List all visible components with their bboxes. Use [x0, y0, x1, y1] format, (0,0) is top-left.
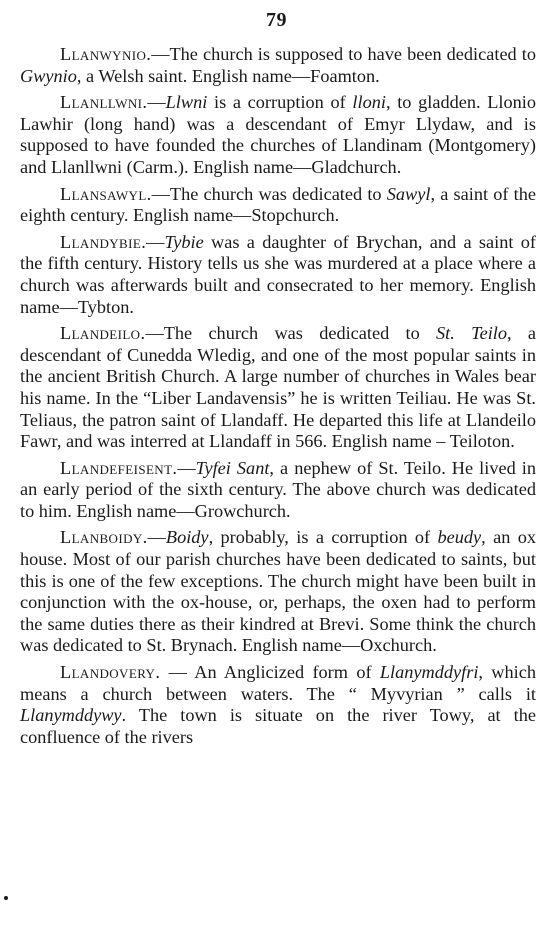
entry-italic-term: Llanymddywy [20, 705, 122, 726]
entry-italic-term: Llwni [165, 92, 208, 113]
margin-dot-mark [4, 896, 8, 900]
entry-headword: Llanwynio. [60, 44, 152, 64]
entry-text: , a saint of the eighth century. English name—Stopchurch. [20, 183, 536, 226]
entry-text: , a descendant of Cunedda Wledig, and one of the most popular saints in the ancient British Church. A large number of churches in Wales bear his name. In the “Liber Landavensis” he is written Teiliau. He was St. Teliaus, the patron saint of Llandaff. He departed this life at Llandeilo Fawr, and was interred at Llandaff in 566. English name – Teiloton. [20, 323, 536, 452]
entry-llanwynio [20, 44, 536, 87]
entry-llandovery [20, 662, 536, 748]
entry-italic-term: Tybie [164, 231, 204, 252]
entry-italic-term: St. Teilo [436, 323, 508, 344]
entry-text: , probably, is a corruption of [208, 527, 438, 548]
entry-headword: Llandybie. [60, 231, 147, 252]
entry-llansawyl [20, 184, 536, 227]
entry-italic-term: Llanymddyfri [379, 662, 479, 683]
entry-headword: Llansawyl. [60, 183, 152, 204]
entry-text: — [147, 92, 166, 113]
entry-text: —The church is supposed to have been dedicated to [151, 44, 536, 64]
entry-headword: Llandeilo. [60, 323, 146, 344]
entry-text: — An Anglicized form of [160, 662, 380, 683]
page-number: 79 [266, 9, 287, 31]
entry-text: —The church was dedicated to [151, 183, 387, 204]
page-body [20, 44, 536, 750]
entry-llandefeisent [20, 458, 536, 523]
entry-llandeilo [20, 323, 536, 453]
entry-italic-term: Gwynio [20, 65, 77, 86]
entry-text: , a nephew of St. Teilo. He lived in an early period of the sixth century. The above church was dedicated to him. English name—Growchurch. [20, 457, 536, 521]
entry-text: , to gladden. Llonio Lawhir (long hand) was a descendant of Emyr Llydaw, and is supposed to have founded the churches of Llandinam (Montgomery) and Llanllwni (Carm.). English name—Gladchurch. [20, 92, 536, 177]
entry-italic-term: beudy [437, 527, 482, 548]
entry-llanllwni [20, 92, 536, 178]
entry-headword: Llanboidy. [60, 527, 148, 548]
entry-text: — [177, 457, 196, 478]
entry-headword: Llandefeisent. [60, 457, 178, 478]
entry-text: , a Welsh saint. English name—Foamton. [76, 65, 380, 86]
entry-text: , which means a church between waters. The “ Myvyrian ” calls it [20, 662, 536, 704]
entry-italic-term: Tyfei Sant [195, 457, 270, 478]
entry-llanboidy [20, 527, 536, 657]
entry-italic-term: Boidy [165, 527, 209, 548]
entry-text: is a corruption of [207, 92, 353, 113]
entry-text: was a daughter of Brychan, and a saint of the fifth century. History tells us she was murdered at a place where a church was afterwards built and consecrated to her memory. English name—Tybton. [20, 231, 536, 317]
entry-italic-term: lloni [352, 92, 386, 113]
entry-text: — [146, 231, 165, 252]
entry-llandybie [20, 232, 536, 318]
entry-headword: Llanllwni. [60, 92, 148, 113]
entry-text: —The church was dedicated to [145, 323, 437, 344]
entry-italic-term: Sawyl [386, 183, 431, 204]
entry-text: . The town is situate on the river Towy, at the confluence of the rivers [20, 705, 536, 747]
entry-headword: Llandovery. [60, 662, 161, 683]
entry-text: — [147, 527, 166, 548]
entry-text: , an ox house. Most of our parish churches have been dedicated to saints, but this is one of the few exceptions. The church might have been built in conjunction with the ox-house, or, perhaps, the oxen had to perform the same duties there as their kindred at Brevi. Some think the church was dedicated to St. Brynach. English name—Oxchurch. [20, 527, 537, 656]
